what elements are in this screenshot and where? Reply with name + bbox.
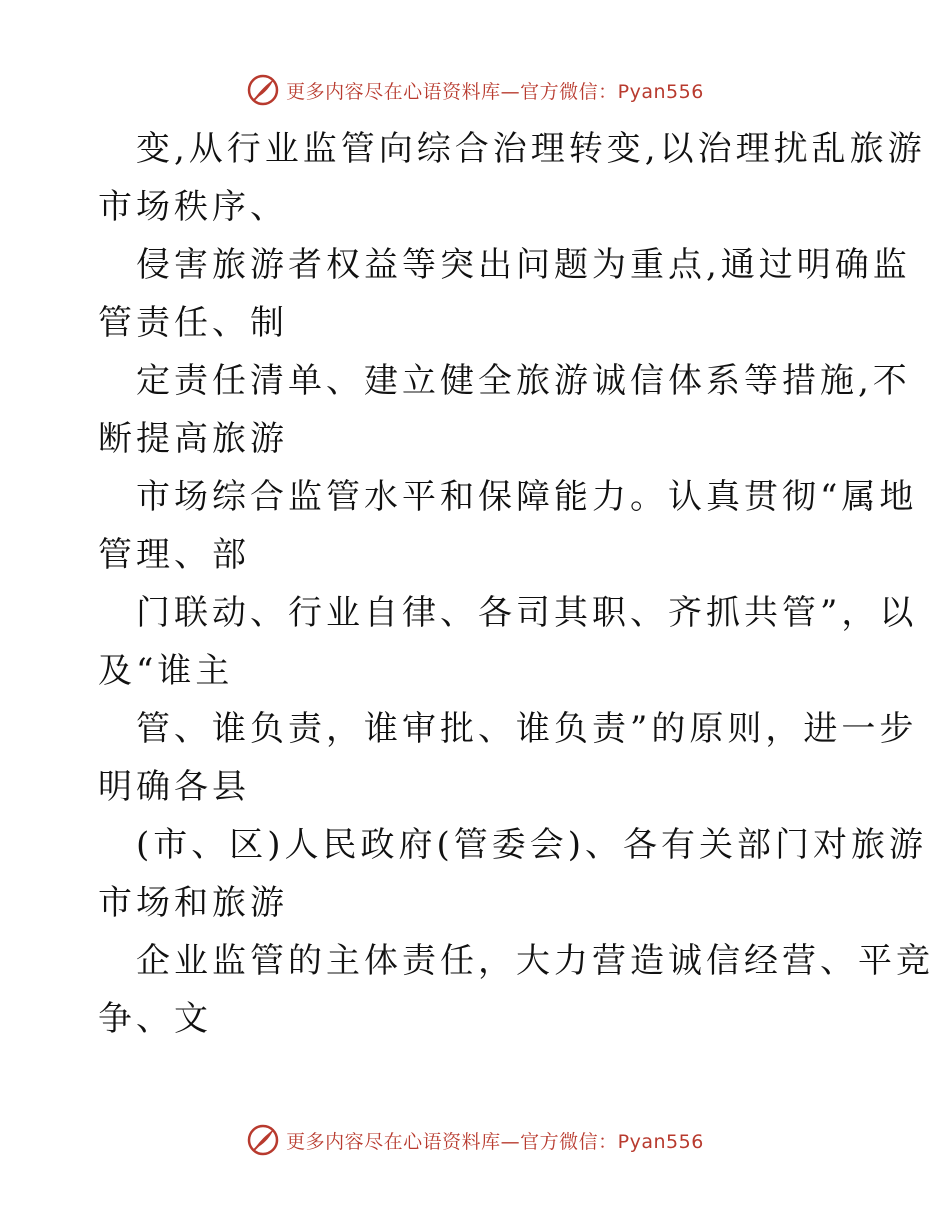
feather-quill-logo-icon xyxy=(246,1123,280,1157)
paragraph-line: 变,从行业监管向综合治理转变,以治理扰乱旅游 xyxy=(136,129,926,169)
paragraph-line: 管责任、制 xyxy=(98,303,288,343)
paragraph-line: 企业监管的主体责任，大力营造诚信经营、平竞 xyxy=(136,941,934,981)
page-header xyxy=(0,70,950,110)
page-footer xyxy=(0,1120,950,1160)
paragraph-line: 定责任清单、建立健全旅游诚信体系等措施,不 xyxy=(136,361,911,401)
paragraph-line: 明确各县 xyxy=(98,767,250,807)
feather-quill-logo-icon xyxy=(246,73,280,107)
paragraph-line: 管理、部 xyxy=(98,535,250,575)
paragraph-line: 侵害旅游者权益等突出问题为重点,通过明确监 xyxy=(136,245,911,285)
paragraph-line: 争、文 xyxy=(98,999,212,1039)
footer-banner xyxy=(246,1123,704,1157)
document-body xyxy=(98,120,934,1048)
paragraph-line: 市场综合监管水平和保障能力。认真贯彻“属地 xyxy=(136,477,918,517)
paragraph-line: 市场秩序、 xyxy=(98,187,288,227)
header-banner-text: 更多内容尽在心语资料库—官方微信：Pyan556 xyxy=(286,80,704,103)
paragraph-line: 门联动、行业自律、各司其职、齐抓共管”，以 xyxy=(136,593,918,633)
header-banner xyxy=(246,73,704,107)
paragraph-line: 及“谁主 xyxy=(98,651,234,691)
paragraph-line: 断提高旅游 xyxy=(98,419,288,459)
paragraph-line: 管、谁负责，谁审批、谁负责”的原则，进一步 xyxy=(136,709,918,749)
paragraph-line: (市、区)人民政府(管委会)、各有关部门对旅游 xyxy=(136,825,928,865)
paragraph-line: 市场和旅游 xyxy=(98,883,288,923)
footer-banner-text: 更多内容尽在心语资料库—官方微信：Pyan556 xyxy=(286,1130,704,1153)
